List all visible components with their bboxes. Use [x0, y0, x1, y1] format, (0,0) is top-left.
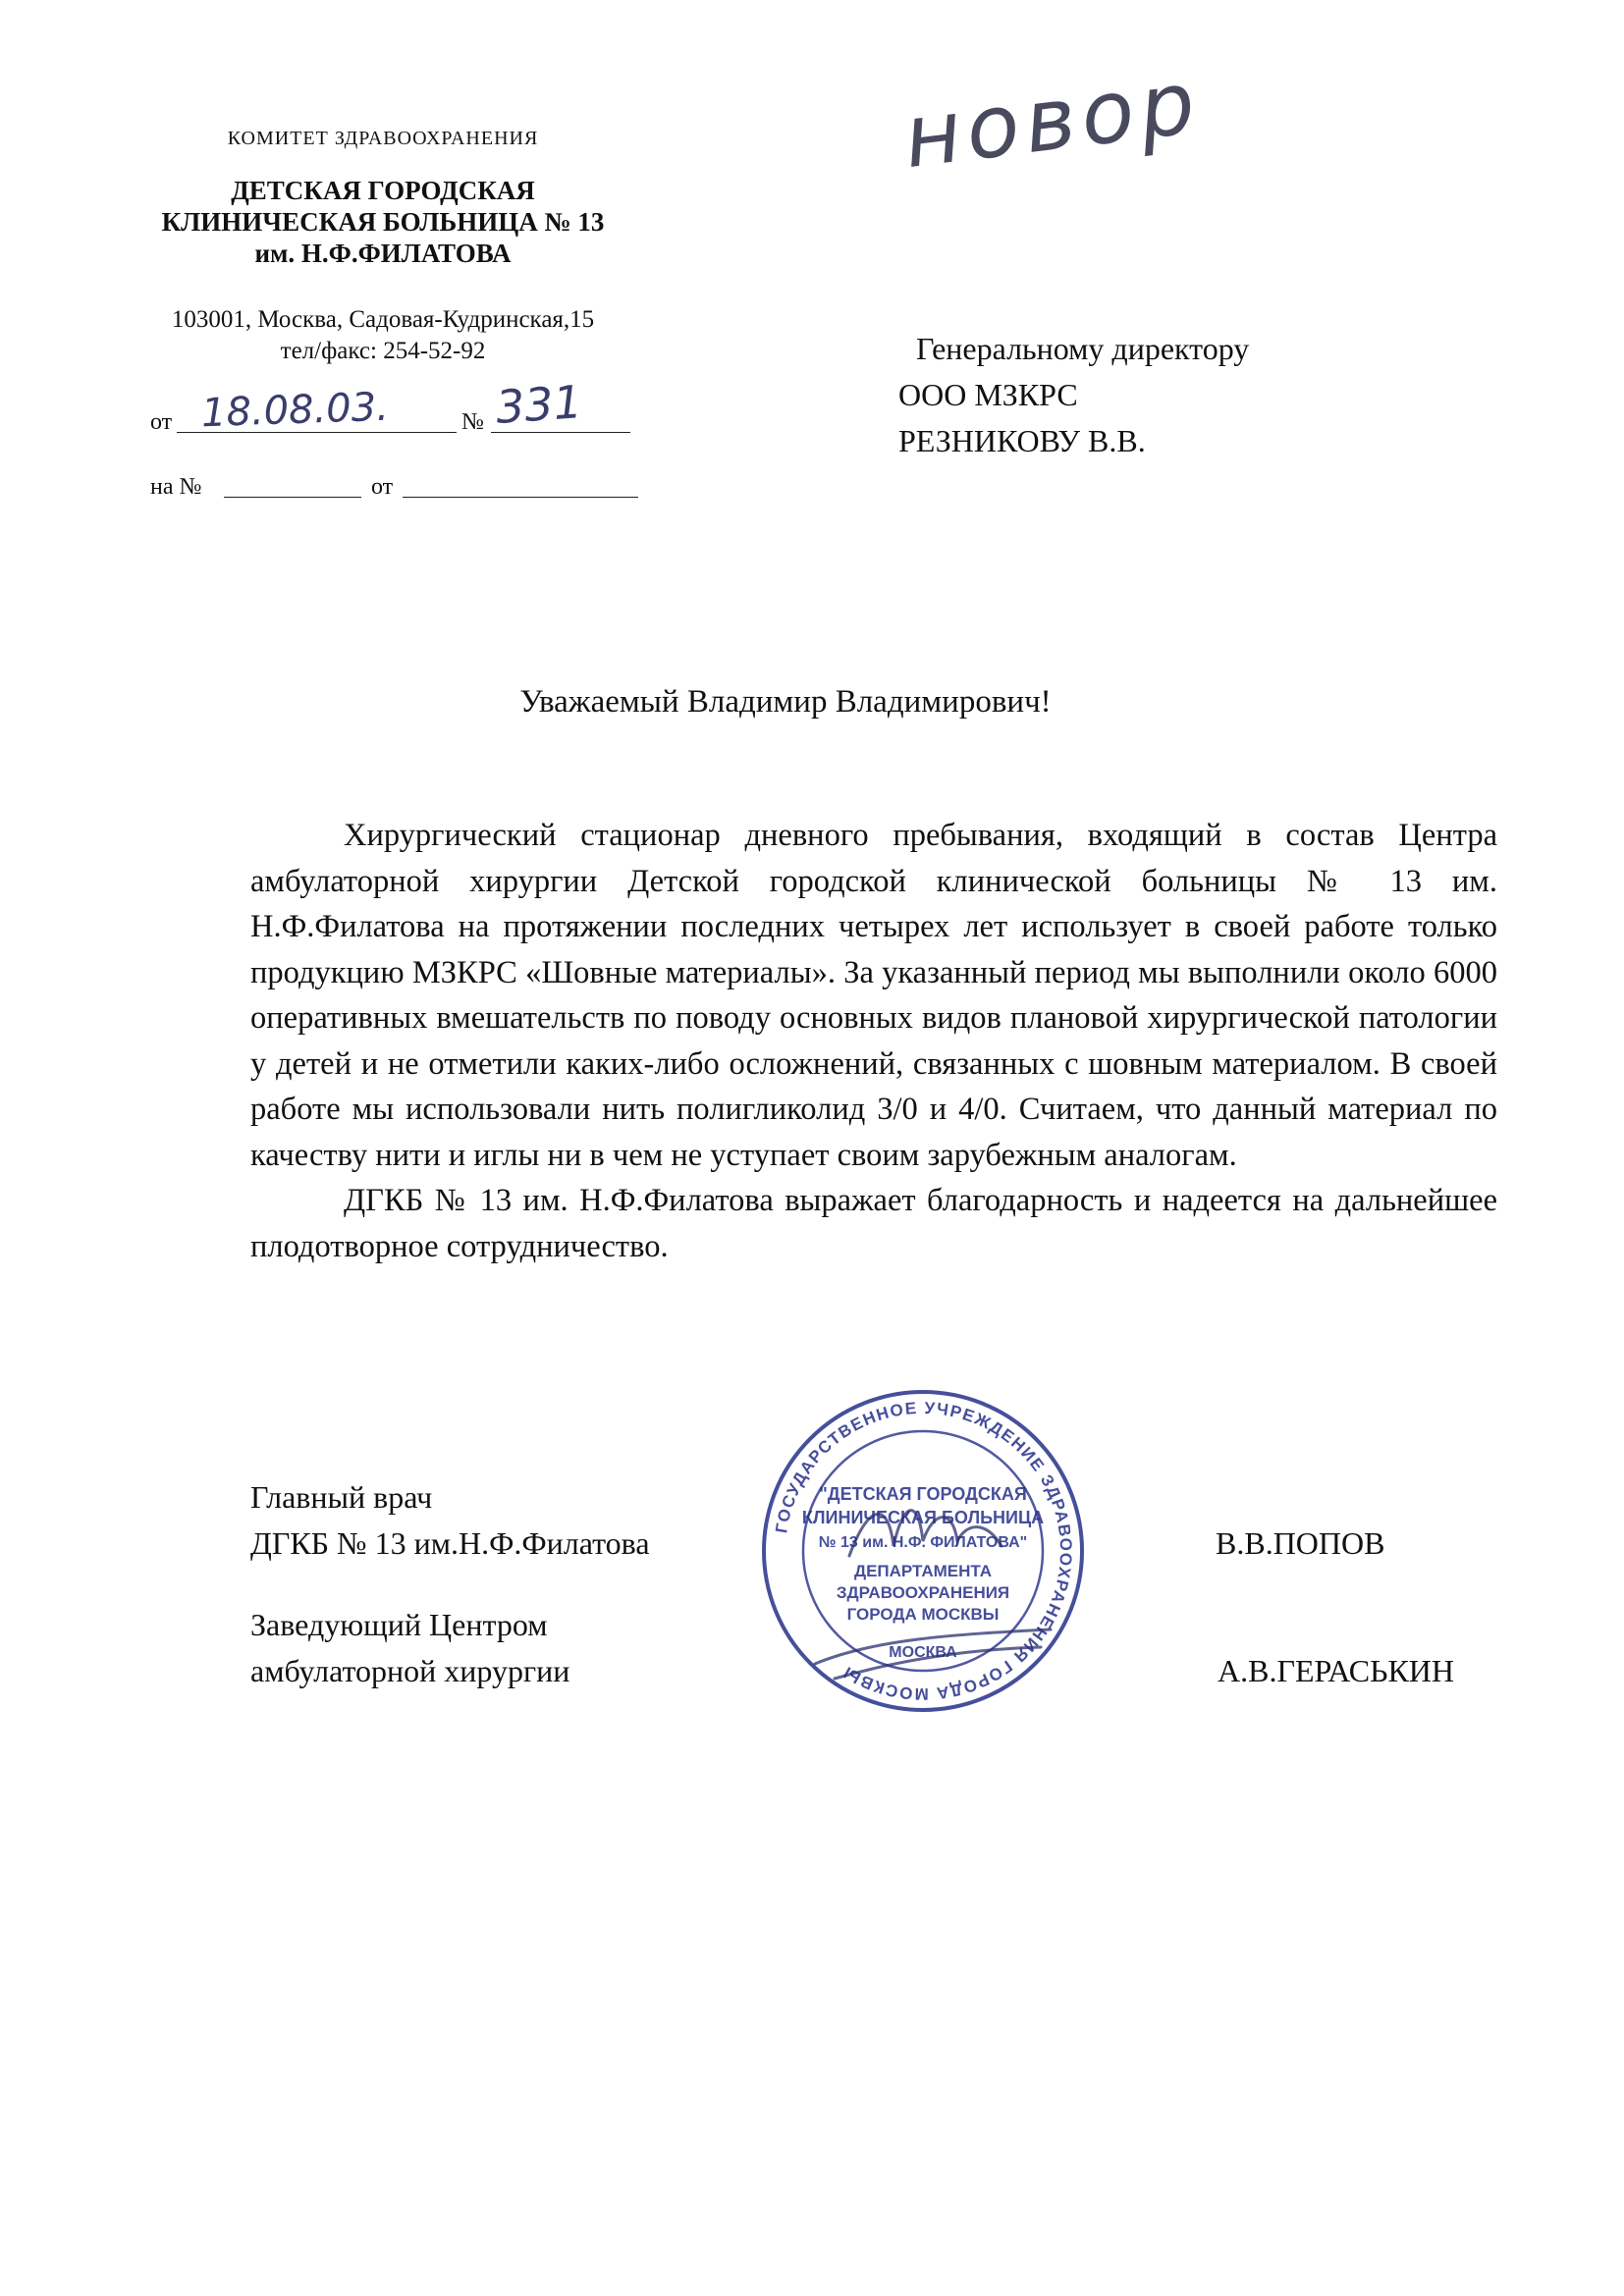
number-label: №	[461, 409, 484, 435]
letter-body	[250, 813, 1497, 1269]
stamp-line-6: ГОРОДА МОСКВЫ	[846, 1605, 1000, 1624]
recipient-line3: РЕЗНИКОВУ В.В.	[898, 423, 1146, 458]
official-stamp	[756, 1384, 1090, 1718]
chief-name: В.В.ПОПОВ	[1216, 1525, 1385, 1561]
org-name	[128, 175, 638, 269]
stamp-line-4: ДЕПАРТАМЕНТА	[853, 1562, 993, 1580]
chief-title-line1: Главный врач	[250, 1479, 433, 1515]
recipient-line2: ООО МЗКРС	[898, 377, 1078, 412]
org-name-line3: им. Н.Ф.ФИЛАТОВА	[254, 239, 512, 268]
body-paragraph-2: ДГКБ № 13 им. Н.Ф.Филатова выражает благодарность и надеется на дальнейшее плодотворное сотрудничество.	[250, 1183, 1497, 1264]
stamp-ring-text: ГОСУДАРСТВЕННОЕ УЧРЕЖДЕНИЕ ЗДРАВООХРАНЕНИЯ ГОРОДА МОСКВЫ	[772, 1398, 1076, 1704]
stamp-line-1: "ДЕТСКАЯ ГОРОДСКАЯ	[819, 1484, 1027, 1504]
stamp-line-5: ЗДРАВООХРАНЕНИЯ	[836, 1583, 1010, 1602]
stamp-outer-ring	[764, 1392, 1082, 1710]
address-line: 103001, Москва, Садовая-Кудринская,15	[171, 306, 595, 333]
date-handwritten: 18.08.03.	[200, 384, 390, 437]
body-paragraph-1: Хирургический стационар дневного пребывания, входящий в состав Центра амбулаторной хирургии Детской городской клинической больницы № 13 им. Н.Ф.Филатова на протяжении последних четырех лет использует в своей работе только продукцию МЗКРС «Шовные материалы». За указанный период мы выполнили около 6000 оперативных вмешательств по поводу основных видов плановой хирургической патологии у детей и не отметили каких-либо осложнений, связанных с шовным материалом. В своей работе мы использовали нить полигликолид 3/0 и 4/0. Считаем, что данный материал по качеству нити и иглы ни в чем не уступает своим зарубежным аналогам.	[250, 818, 1497, 1173]
handwritten-note: новор	[897, 50, 1207, 188]
org-name-line1: ДЕТСКАЯ ГОРОДСКАЯ	[231, 176, 535, 205]
chief-title	[250, 1474, 650, 1567]
stamp-inner-ring	[803, 1431, 1043, 1671]
ref-from-label: от	[371, 474, 394, 500]
committee-line: КОМИТЕТ ЗДРАВООХРАНЕНИЯ	[227, 128, 539, 149]
org-address	[128, 304, 638, 367]
ref-date-underline	[403, 497, 638, 498]
chief-title-line2: ДГКБ № 13 им.Н.Ф.Филатова	[250, 1525, 650, 1561]
recipient-line1: Генеральному директору	[916, 331, 1250, 366]
phone-line: тел/факс: 254-52-92	[280, 338, 486, 364]
head-name: А.В.ГЕРАСЬКИН	[1218, 1653, 1454, 1688]
number-handwritten: 331	[494, 375, 584, 434]
recipient-block	[898, 326, 1249, 464]
head-title	[250, 1602, 569, 1694]
stamp-line-2: КЛИНИЧЕСКАЯ БОЛЬНИЦА	[801, 1508, 1045, 1527]
stamp-city: МОСКВА	[889, 1644, 957, 1661]
head-title-line2: амбулаторной хирургии	[250, 1653, 570, 1688]
ref-number-label: на №	[150, 474, 202, 500]
head-title-line1: Заведующий Центром	[250, 1607, 548, 1642]
stamp-line-3: № 13 им. Н.Ф. ФИЛАТОВА"	[818, 1534, 1028, 1551]
from-label: от	[150, 409, 173, 435]
org-name-line2: КЛИНИЧЕСКАЯ БОЛЬНИЦА № 13	[161, 207, 605, 237]
greeting: Уважаемый Владимир Владимирович!	[519, 684, 1052, 720]
ref-number-underline	[224, 497, 361, 498]
